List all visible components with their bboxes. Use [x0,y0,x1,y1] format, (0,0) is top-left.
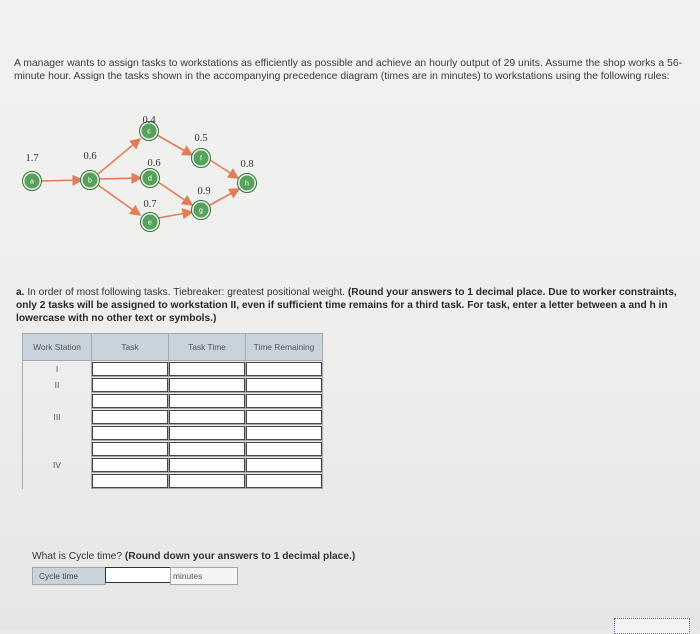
work-station-label [23,473,92,489]
table-row [23,377,323,393]
cycle-time-label: Cycle time [32,567,106,585]
time-remaining-input[interactable] [246,378,322,392]
task-time-input[interactable] [169,442,245,456]
table-row [23,473,323,489]
task-time-input-cell [169,377,246,393]
task-time-input-cell [169,457,246,473]
task-node-f [192,133,211,168]
time-remaining-input[interactable] [246,362,322,376]
work-station-label: II [23,377,92,393]
cycle-rounding-note: (Round down your answers to 1 decimal place.) [122,551,356,562]
work-station-label: III [23,409,92,425]
cycle-question-text: What is Cycle time? [32,551,123,562]
task-time-input[interactable] [169,426,245,440]
task-input[interactable] [92,394,168,408]
header-task-time: Task Time [169,334,246,361]
header-task: Task [92,334,169,361]
table-row [23,457,323,473]
part-a-rule: In order of most following tasks. Tiebreaker: greatest positional weight. [24,287,345,298]
task-input-cell [92,361,169,377]
task-input-cell [92,409,169,425]
table-row [23,393,323,409]
time-remaining-input[interactable] [246,474,322,488]
time-remaining-input-cell [246,457,323,473]
work-station-label [23,393,92,409]
table-row [23,409,323,425]
task-node-e [141,199,160,232]
node-letter-a: a [30,178,34,186]
task-input-cell [92,393,169,409]
header-work-station: Work Station [23,334,92,361]
node-letter-d: d [148,175,152,183]
time-remaining-input-cell [246,409,323,425]
edge-b-e [98,185,140,215]
node-letter-g: g [199,207,203,215]
task-node-h [238,159,257,193]
task-input-cell [92,457,169,473]
header-time-remaining: Time Remaining [246,334,323,361]
time-remaining-input[interactable] [246,442,322,456]
cycle-time-input[interactable] [105,567,171,583]
part-a-rounding-note: (Round your answers to 1 decimal place. Due to worker constraints, only 2 tasks will be assigned to workstation II, even if sufficient time remains for a third task. For task, enter a letter between a and h in lowercase with no other text or symbols.) [16,287,677,324]
task-input[interactable] [92,426,168,440]
task-time-input-cell [169,425,246,441]
edge-a-b [41,180,82,181]
table-row [23,361,323,377]
bottom-right-widget[interactable] [614,618,690,634]
task-time-input-cell [169,409,246,425]
table-row [23,425,323,441]
time-remaining-input[interactable] [246,410,322,424]
time-remaining-input-cell [246,377,323,393]
task-node-c [140,115,159,141]
workstation-table [22,333,323,489]
time-remaining-input-cell [246,473,323,489]
precedence-diagram [0,0,700,260]
edge-c-f [157,135,192,155]
cycle-time-unit: minutes [170,567,238,585]
task-time-input[interactable] [169,410,245,424]
time-remaining-input-cell [246,361,323,377]
time-remaining-input-cell [246,441,323,457]
task-node-a [23,153,42,191]
task-time-input[interactable] [169,474,245,488]
task-time-input[interactable] [169,362,245,376]
node-letter-c: c [147,128,151,136]
time-remaining-input[interactable] [246,458,322,472]
task-time-input-cell [169,473,246,489]
part-a-instructions [16,287,688,325]
node-letter-b: b [88,177,92,185]
problem-statement: A manager wants to assign tasks to workstations as efficiently as possible and achieve an hourly output of 29 units. Assume the shop works a 56-minute hour. Assign the tasks shown in the accompanying precedence diagram (times are in minutes) to workstations using the following rules: [14,58,683,82]
task-input[interactable] [92,410,168,424]
task-input[interactable] [92,362,168,376]
time-remaining-input[interactable] [246,394,322,408]
task-input-cell [92,473,169,489]
task-input[interactable] [92,474,168,488]
task-node-g [192,186,211,220]
node-time-f: 0.5 [194,133,208,144]
task-time-input[interactable] [169,458,245,472]
work-station-label: IV [23,457,92,473]
node-letter-e: e [148,219,152,227]
work-station-label [23,441,92,457]
task-input[interactable] [92,442,168,456]
node-time-g: 0.9 [197,186,211,197]
time-remaining-input[interactable] [246,426,322,440]
node-letter-h: h [245,180,249,188]
edge-b-d [99,178,141,179]
task-time-input[interactable] [169,394,245,408]
task-input-cell [92,425,169,441]
task-input-cell [92,377,169,393]
cycle-time-question [32,551,355,562]
node-letter-f: f [200,155,202,163]
task-time-input-cell [169,393,246,409]
work-station-label: I [23,361,92,377]
node-time-c: 0.4 [142,115,156,126]
time-remaining-input-cell [246,425,323,441]
node-time-d: 0.6 [147,158,161,169]
task-input-cell [92,441,169,457]
node-time-e: 0.7 [143,199,157,210]
table-row [23,441,323,457]
time-remaining-input-cell [246,393,323,409]
edge-f-h [210,160,238,178]
node-time-h: 0.8 [240,159,254,170]
part-a-prefix: a. [16,287,25,298]
edge-e-g [158,212,192,218]
task-time-input-cell [169,441,246,457]
task-time-input-cell [169,361,246,377]
task-node-b [81,151,100,190]
node-time-a: 1.7 [25,153,39,164]
edge-d-g [158,182,192,205]
task-time-input[interactable] [169,378,245,392]
work-station-label [23,425,92,441]
task-input[interactable] [92,458,168,472]
edge-g-h [210,189,239,205]
task-input[interactable] [92,378,168,392]
node-time-b: 0.6 [83,151,97,162]
task-node-d [141,158,161,188]
edge-b-c [98,139,140,174]
